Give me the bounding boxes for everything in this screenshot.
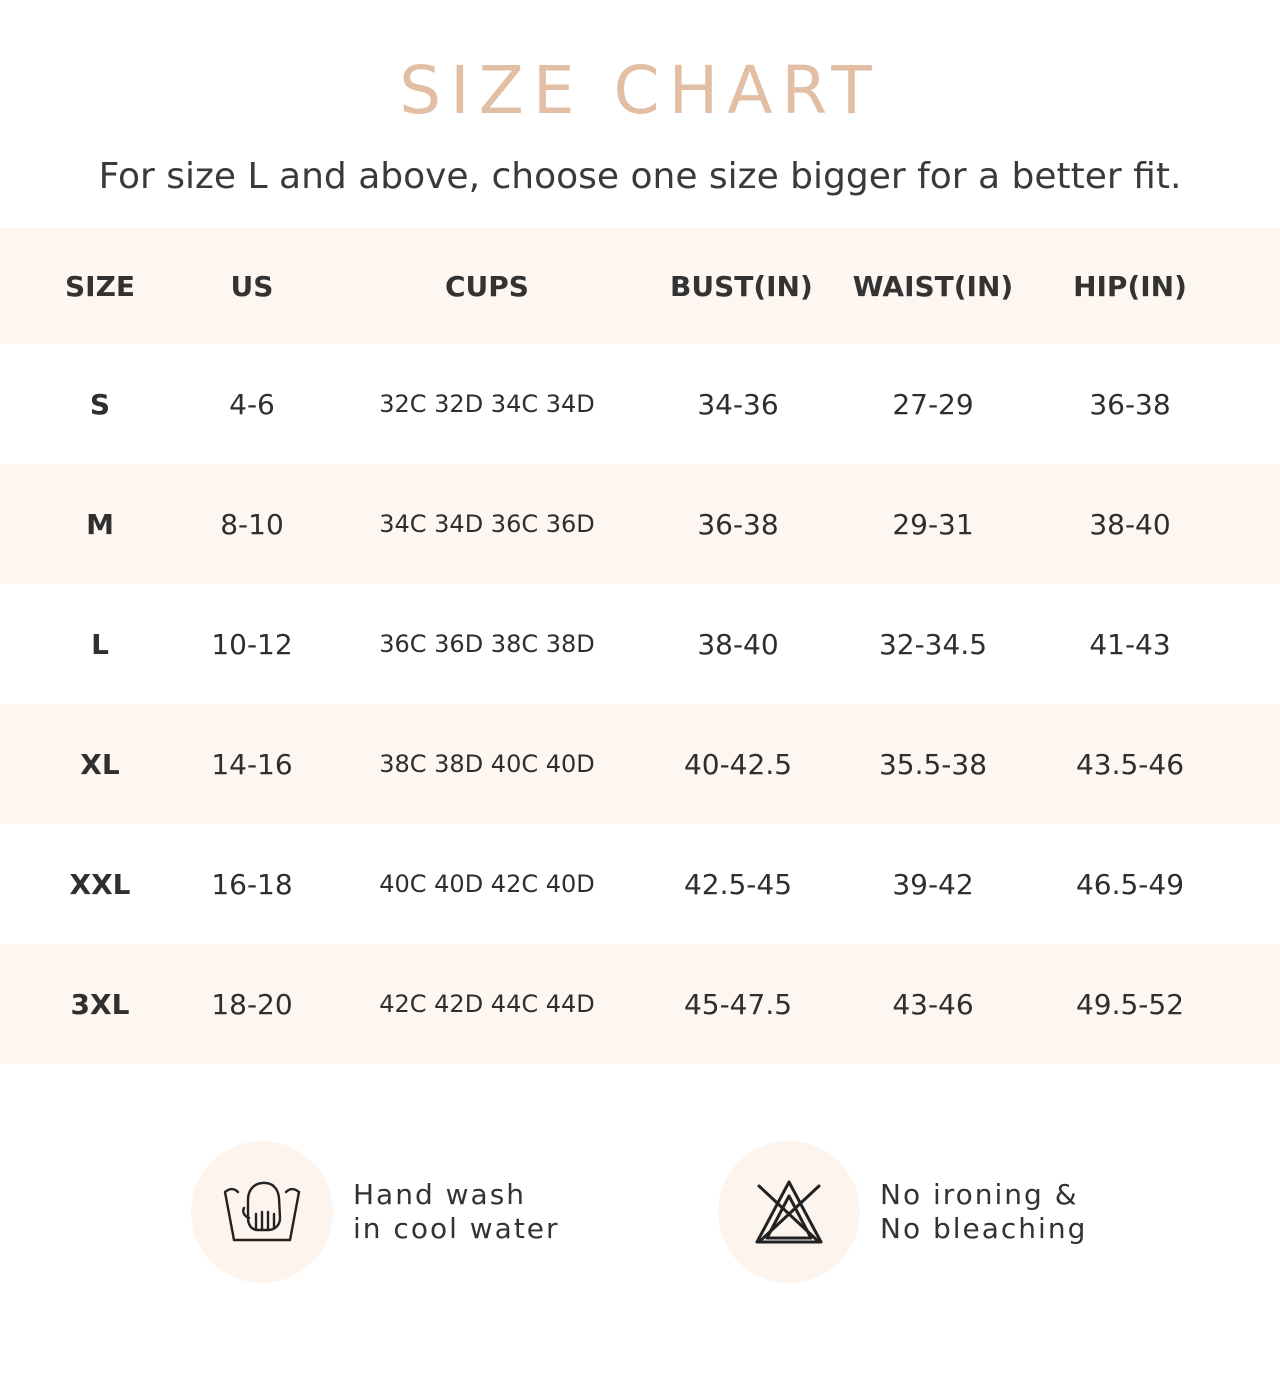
cell-hip: 36-38 — [1089, 387, 1171, 421]
care-line: Hand wash — [353, 1178, 527, 1211]
cell-hip: 41-43 — [1089, 627, 1171, 661]
cell-size: S — [89, 387, 111, 421]
cell-us: 18-20 — [211, 987, 293, 1021]
table-row — [0, 464, 1280, 584]
cell-bust: 42.5-45 — [683, 867, 793, 901]
hand-wash-icon — [191, 1141, 333, 1283]
cell-cups: 40C 40D 42C 40D — [379, 870, 595, 898]
care-text-no-iron — [880, 1178, 1087, 1246]
cell-size: XL — [80, 747, 120, 781]
header-waist: WAIST(IN) — [852, 269, 1014, 303]
cell-size: 3XL — [70, 987, 130, 1021]
cell-hip: 46.5-49 — [1075, 867, 1185, 901]
header-size: SIZE — [64, 269, 135, 303]
table-row — [0, 944, 1280, 1064]
table-row — [0, 344, 1280, 464]
cell-waist: 39-42 — [892, 867, 974, 901]
table-row — [0, 704, 1280, 824]
table-row — [0, 824, 1280, 944]
cell-bust: 40-42.5 — [683, 747, 793, 781]
cell-size: XXL — [69, 867, 131, 901]
table-header-row — [0, 228, 1280, 344]
cell-us: 16-18 — [211, 867, 293, 901]
care-no-iron-no-bleach — [718, 1141, 1087, 1283]
header-bust: BUST(IN) — [670, 269, 813, 303]
cell-us: 8-10 — [220, 507, 284, 541]
care-line: No ironing & — [880, 1178, 1079, 1211]
cell-us: 14-16 — [211, 747, 293, 781]
cell-size: L — [91, 627, 109, 661]
cell-cups: 36C 36D 38C 38D — [379, 630, 595, 658]
cell-bust: 45-47.5 — [683, 987, 793, 1021]
size-table — [0, 228, 1280, 1064]
cell-hip: 49.5-52 — [1075, 987, 1185, 1021]
page-title: SIZE CHART — [399, 52, 881, 129]
cell-cups: 42C 42D 44C 44D — [379, 990, 595, 1018]
cell-hip: 38-40 — [1089, 507, 1171, 541]
cell-waist: 27-29 — [892, 387, 974, 421]
cell-cups: 38C 38D 40C 40D — [379, 750, 595, 778]
cell-hip: 43.5-46 — [1075, 747, 1185, 781]
cell-cups: 32C 32D 34C 34D — [379, 390, 595, 418]
cell-cups: 34C 34D 36C 36D — [379, 510, 595, 538]
care-text-hand-wash — [353, 1178, 560, 1246]
no-iron-no-bleach-icon — [718, 1141, 860, 1283]
cell-size: M — [86, 507, 114, 541]
cell-waist: 29-31 — [892, 507, 974, 541]
cell-bust: 34-36 — [697, 387, 779, 421]
care-line: in cool water — [353, 1212, 560, 1245]
page-subtitle: For size L and above, choose one size bigger for a better fit. — [98, 156, 1182, 197]
care-line: No bleaching — [880, 1212, 1088, 1245]
header-hip: HIP(IN) — [1073, 269, 1187, 303]
cell-bust: 38-40 — [697, 627, 779, 661]
header-us: US — [230, 269, 274, 303]
header-cups: CUPS — [445, 269, 529, 303]
cell-waist: 35.5-38 — [878, 747, 988, 781]
cell-us: 4-6 — [229, 387, 275, 421]
cell-waist: 43-46 — [892, 987, 974, 1021]
care-hand-wash — [191, 1141, 560, 1283]
cell-waist: 32-34.5 — [878, 627, 988, 661]
table-row — [0, 584, 1280, 704]
cell-us: 10-12 — [211, 627, 293, 661]
cell-bust: 36-38 — [697, 507, 779, 541]
